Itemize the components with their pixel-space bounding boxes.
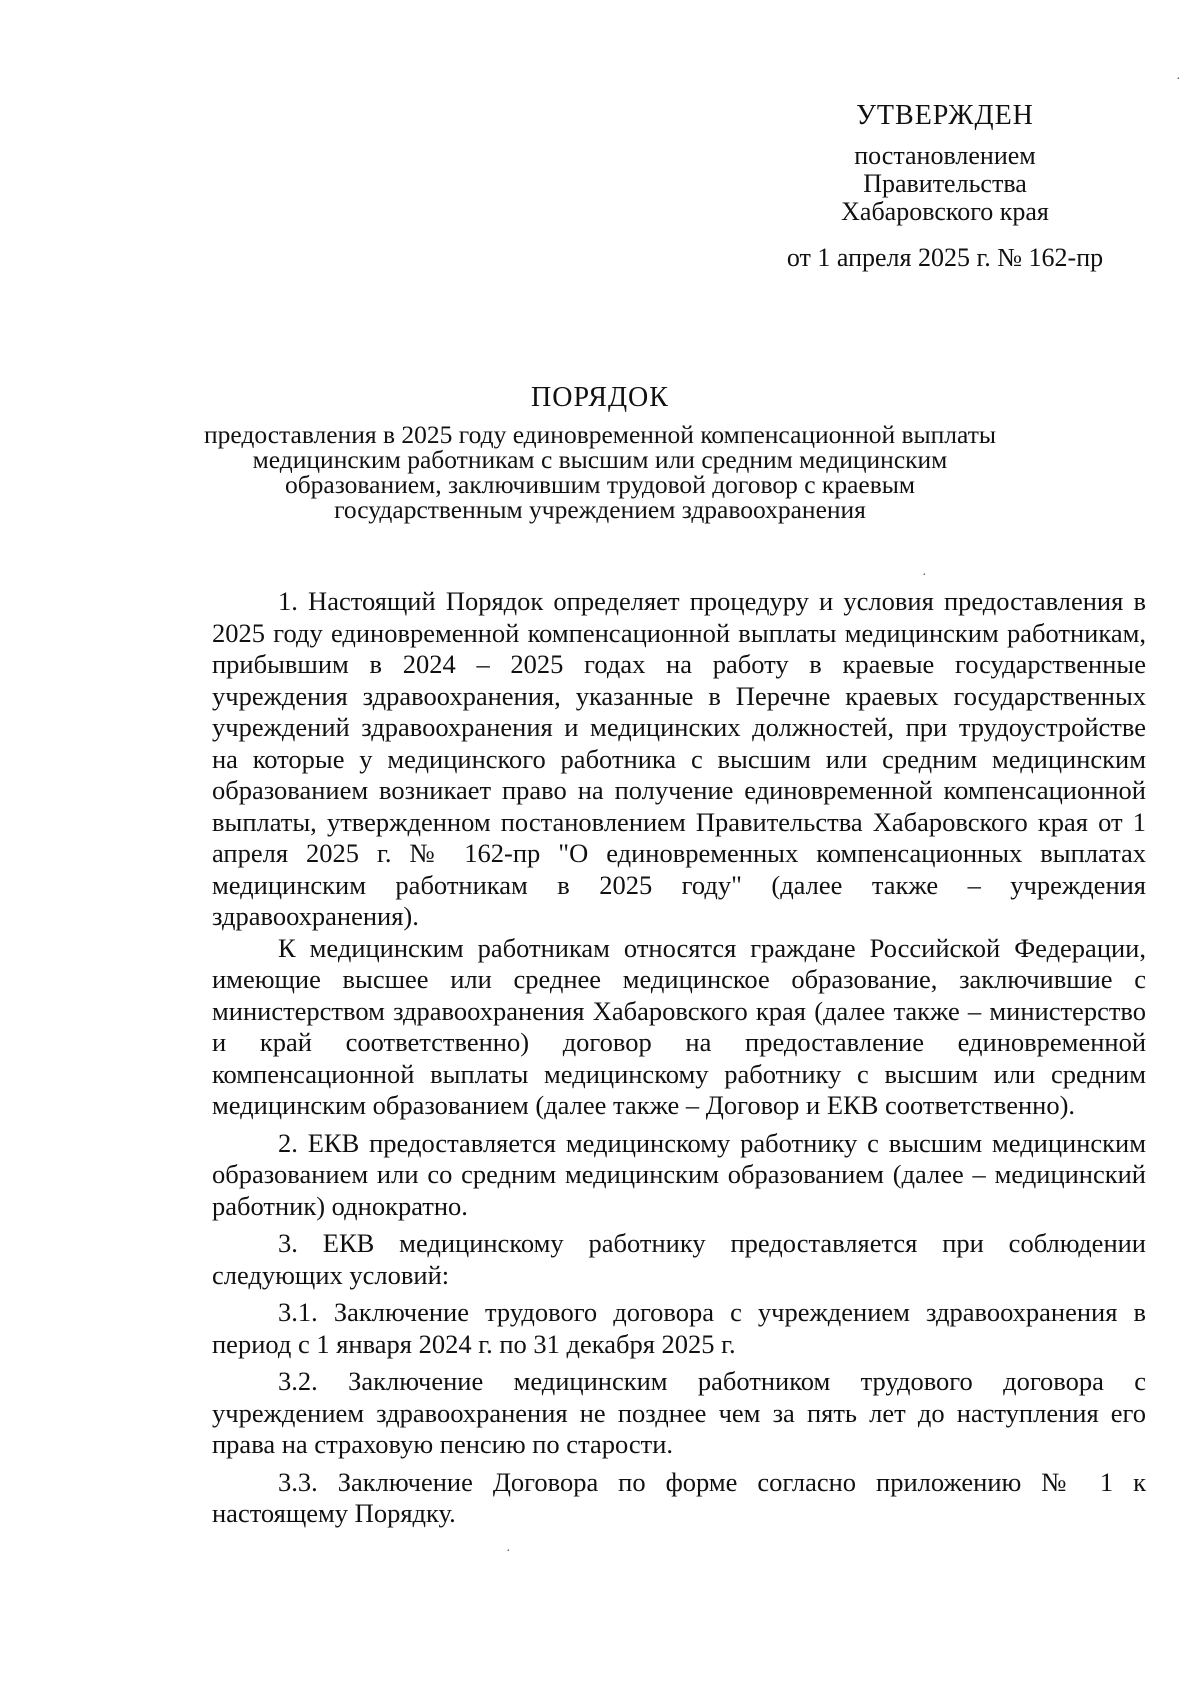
approval-line-2: Правительства	[863, 169, 1027, 198]
paragraph-3-1: 3.1. Заключение трудового договора с учреждением здравоохранения в период с 1 января 2024 г. по 31 декабря 2025 г.	[212, 1297, 1146, 1359]
document-body	[212, 586, 1146, 1530]
document-title: ПОРЯДОК	[531, 382, 669, 413]
paragraph-3-3: 3.3. Заключение Договора по форме согласно приложению № 1 к настоящему Порядку.	[212, 1466, 1146, 1528]
approval-title: УТВЕРЖДЕН	[856, 100, 1034, 131]
approval-line-1: постановлением	[854, 141, 1036, 170]
scan-speck: ·	[922, 568, 927, 583]
paragraph-2: 2. ЕКВ предоставляется медицинскому работнику с высшим медицинским образованием или со средним медицинским образованием (далее – медицинский работник) однократно.	[212, 1127, 1146, 1221]
approval-line-3: Хабаровского края	[841, 197, 1049, 226]
paragraph-3-2: 3.2. Заключение медицинским работником трудового договора с учреждением здравоохранения не позднее чем за пять лет до наступления его права на страховую пенсию по старости.	[212, 1366, 1146, 1459]
approval-date: от 1 апреля 2025 г. № 162-пр	[786, 243, 1104, 272]
paragraph-1: 1. Настоящий Порядок определяет процедуру и условия предоставления в 2025 году единовременной компенсационной выплаты медицинским работникам, прибывшим в 2024 – 2025 годах на работу в краевые государственные учреждения здравоохранения, указанные в Перечне краевых государственных учреждений здравоохранения и медицинских должностей, при трудоустройстве на которые у медицинского работника с высшим или средним медицинским образованием возникает право на получение единовременной компенсационной выплаты, утвержденном постановлением Правительства Хабаровского края от 1 апреля 2025 г. № 162-пр "О единовременных компенсационных выплатах медицинским работникам в 2025 году" (далее также – учреждения здравоохранения).	[212, 586, 1146, 931]
approval-stamp	[760, 102, 1130, 272]
paragraph-3: 3. ЕКВ медицинскому работнику предоставляется при соблюдении следующих условий:	[212, 1228, 1146, 1290]
scan-speck: ·	[1176, 72, 1181, 87]
document-subtitle: предоставления в 2025 году единовременной компенсационной выплаты медицинским работникам с высшим или средним медицинским образованием, заключившим трудовой договор с краевым государственным учреждением здравоохранения	[204, 420, 996, 524]
scan-speck: ·	[506, 1544, 511, 1559]
paragraph-1-continued: К медицинским работникам относятся граждане Российской Федерации, имеющие высшее или среднее медицинское образование, заключившие с министерством здравоохранения Хабаровского края (далее также – министерство и край соответственно) договор на предоставление единовременной компенсационной выплаты медицинскому работнику с высшим или средним медицинским образованием (далее также – Договор и ЕКВ соответственно).	[212, 932, 1146, 1120]
